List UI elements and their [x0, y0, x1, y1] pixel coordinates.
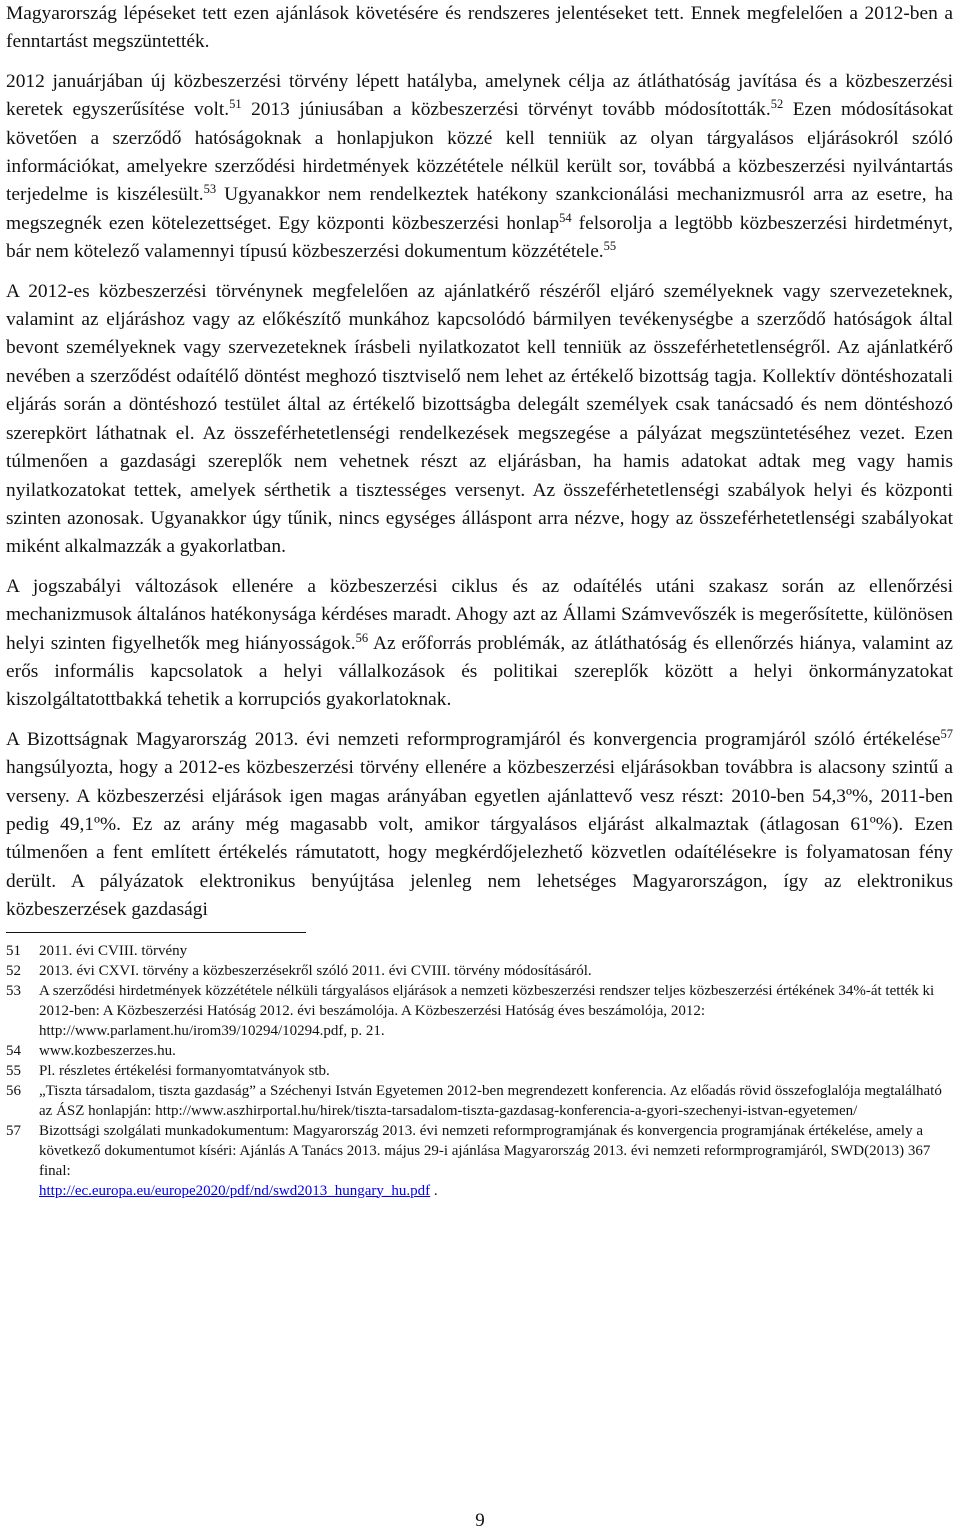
paragraph-text: A 2012-es közbeszerzési törvénynek megfelelően az ajánlatkérő részéről eljáró személyeknek vagy szervezeteknek, valamint az eljáráshoz vagy az előkészítő munkához kapcsolódó bármilyen tevékenységbe a szerződő hatóságok által bevont személyeknek vagy szervezeteknek írásbeli nyilatkozatot kell tenniük az összeférhetetlenségről. Az ajánlatkérő nevében a szerződést odaítélő döntést meghozó tisztviselő nem lehet az értékelő bizottság tagja. Kollektív döntéshozatali eljárás során a döntéshozó testület által az értékelő bizottságba delegált személyek csak tanácsadó és nem döntéshozó szerepkört láthatnak el. Az összeférhetetlenségi rendelkezések megszegése a pályázat megszüntetéséhez vezet. Ezen túlmenően a gazdasági szereplők nem vehetnek részt az eljárásban, ha hamis adatokat adtak meg vagy hamis nyilatkozatokat tettek, amelyek sérthetik a tisztességes versenyt. Az összeférhetetlenségi szabályok helyi és központi szinten azonosak. Ugyanakkor úgy tűnik, nincs egységes álláspont arra nézve, hogy az összeférhetetlenségi szabályokat miként alkalmazzák a gyakorlatban.: [6, 280, 953, 558]
footnote-number: 56: [6, 1082, 21, 1099]
footnote-reference[interactable]: 53: [203, 182, 217, 197]
footnote-body: 2011. évi CVIII. törvény: [39, 942, 188, 959]
footnote-body: Pl. részletes értékelési formanyomtatványok stb.: [39, 1062, 330, 1079]
paragraph-text: A Bizottságnak Magyarország 2013. évi nemzeti reformprogramjáról és konvergencia programjáról szóló értékelése: [6, 728, 941, 750]
footnote-body: 2013. évi CXVI. törvény a közbeszerzésekről szóló 2011. évi CVIII. törvény módosításáról.: [39, 962, 592, 979]
paragraph-text: felsorolja a legtöbb közbeszerzési hirdetményt, bár nem kötelező valamennyi típusú közbeszerzési dokumentum közzététele.: [6, 212, 953, 263]
paragraph: [6, 278, 953, 562]
footnote-text: [39, 941, 953, 961]
footnote-text: [39, 981, 953, 1041]
footnote-body: Bizottsági szolgálati munkadokumentum: Magyarország 2013. évi nemzeti reformprogramjának és konvergencia programjának értékelése, amely a következő dokumentumot kíséri: Ajánlás A Tanács 2013. május 29-i ajánlása Magyarország 2013. évi nemzeti reformprogramjáról, SWD(2013) 367 final:: [39, 1122, 931, 1179]
paragraph-text: Magyarország lépéseket tett ezen ajánlások követésére és rendszeres jelentéseket tett. Ennek megfelelően a 2012-ben a fenntartást megszüntették.: [6, 3, 953, 53]
footnote-text: [39, 1081, 953, 1121]
footnote-link[interactable]: http://ec.europa.eu/europe2020/pdf/nd/swd2013_hungary_hu.pdf: [39, 1182, 431, 1199]
footnote: [6, 981, 953, 1041]
footnote-reference[interactable]: 54: [559, 210, 572, 225]
paragraph-text: hangsúlyozta, hogy a 2012-es közbeszerzési törvény ellenére a közbeszerzési eljárásokban továbbra is alacsony szintű a verseny. A közbeszerzési eljárások igen magas arányában egyetlen ajánlattevő vesz részt: 2010-ben 54,3º%, 2011-ben pedig 49,1º%. Ez az arány még magasabb volt, amikor tárgyalásos eljárást alkalmaztak (átlagosan 61º%). Ezen túlmenően a fent említett értékelés rámutatott, hogy megkérdőjelezhető közvetlen odaítélésekre is folyamatosan fény derült. A pályázatok elektronikus benyújtása jelenleg nem lehetséges Magyarországon, így az elektronikus közbeszerzések gazdasági: [6, 757, 953, 921]
paragraph: [6, 573, 953, 715]
footnotes: [6, 941, 953, 1201]
footnote-number: 53: [6, 982, 21, 999]
footnote-number: 55: [6, 1062, 21, 1079]
footnote-body: www.kozbeszerzes.hu.: [39, 1042, 176, 1059]
paragraph: [6, 0, 953, 57]
paragraph: [6, 68, 953, 267]
footnote: [6, 1121, 953, 1201]
footnote-text: [39, 1121, 953, 1201]
footnote-reference[interactable]: 52: [770, 97, 784, 112]
footnote-body: „Tiszta társadalom, tiszta gazdaság” a Széchenyi István Egyetemen 2012-ben megrendezett konferencia. Az előadás rövid összefoglalója megtalálható az ÁSZ honlapján: http://www.aszhirportal.hu/hirek/tiszta-tarsadalom-tiszta-gazdasag-konferencia-a-gyori-szechenyi-istvan-egyetemen/: [39, 1082, 942, 1119]
paragraph-text: Az erőforrás problémák, az átláthatóság és ellenőrzés hiánya, valamint az erős informális kapcsolatok a helyi vállalkozások és politikai szereplők között a helyi önkormányzatokat kiszolgáltatottbakká tehetik a korrupciós gyakorlatoknak.: [6, 632, 954, 711]
footnote-reference[interactable]: 51: [229, 97, 242, 112]
footnote-text: [39, 961, 953, 981]
footnote-reference[interactable]: 55: [603, 239, 617, 254]
footnote-separator: [6, 932, 306, 933]
page-number: 9: [475, 1510, 485, 1531]
paragraph: [6, 726, 953, 925]
paragraph-text: A jogszabályi változások ellenére a közbeszerzési ciklus és az odaítélés utáni szakasz során az ellenőrzési mechanizmusok általános hatékonysága kérdéses maradt. Ahogy azt az Állami Számvevőszék is megerősítette, különösen helyi szinten figyelhetők meg hiányosságok.: [6, 575, 953, 654]
paragraph-text: Ezen módosításokat követően a szerződő hatóságoknak a honlapjukon közzé kell tenniük az olyan tárgyalásos eljárásokról szóló információkat, amelyekre szerződési hirdetmények közzététele nélkül került sor, továbbá a közbeszerzési nyilvántartás terjedelme is kiszélesült.: [6, 99, 953, 206]
paragraph-text: Ugyanakkor nem rendelkeztek hatékony szankcionálási mechanizmusról arra az esetre, ha megszegnék ezen kötelezettséget. Egy központi közbeszerzési honlap: [6, 184, 954, 234]
footnote-trailing-text: .: [430, 1182, 438, 1199]
footnote-number: 51: [6, 942, 21, 959]
footnote: [6, 1041, 953, 1061]
footnote-reference[interactable]: 56: [355, 630, 369, 645]
footnote: [6, 941, 953, 961]
footnote-number: 52: [6, 962, 21, 979]
body-text: [6, 0, 953, 925]
footnote-reference[interactable]: 57: [940, 726, 953, 741]
footnote-body: A szerződési hirdetmények közzététele nélküli tárgyalásos eljárások a nemzeti közbeszerzési rendszer teljes közbeszerzési értékének 34%-át tették ki 2012-ben: A Közbeszerzési Hatóság 2012. évi beszámolója. A Közbeszerzési Hatóság éves beszámolója, 2012: http://www.parlament.hu/irom39/10294/10294.pdf, p. 21.: [39, 982, 935, 1039]
paragraph-text: 2012 januárjában új közbeszerzési törvény lépett hatályba, amelynek célja az átláthatóság javítása és a közbeszerzési keretek egyszerűsítése volt.: [6, 70, 953, 121]
paragraph-text: 2013 júniusában a közbeszerzési törvényt tovább módosították.: [241, 99, 771, 121]
footnote: [6, 1081, 953, 1121]
footnote-text: [39, 1061, 953, 1081]
footnote: [6, 961, 953, 981]
footnote-number: 54: [6, 1042, 21, 1059]
footnote-text: [39, 1041, 953, 1061]
footnote: [6, 1061, 953, 1081]
footnote-number: 57: [6, 1122, 21, 1139]
